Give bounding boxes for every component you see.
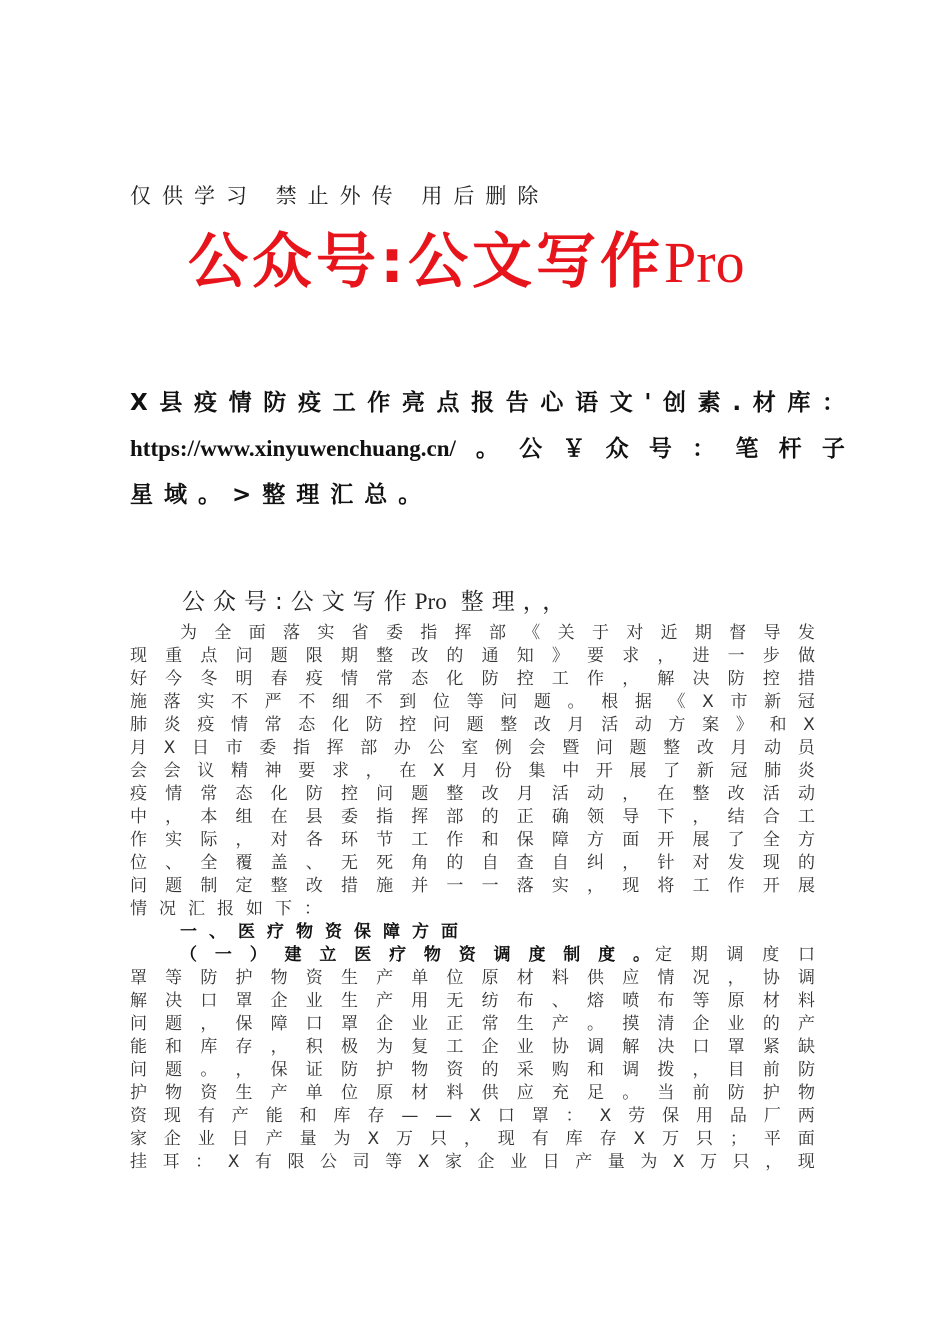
headline-line-3: 星域。>整理汇总。 (130, 482, 433, 508)
body-line: 问 题 。 ， 保 证 防 护 物 资 的 采 购 和 调 拨 ， 目 前 防 (130, 1060, 815, 1080)
headline-url[interactable]: https://www.xinyuwenchuang.cn/ (130, 436, 456, 461)
body-line: 罩 等 防 护 物 资 生 产 单 位 原 材 料 供 应 情 况 ， 协 调 (130, 968, 815, 988)
document-body (130, 622, 815, 1174)
document-headline (130, 380, 845, 518)
body-line: 肺 炎 疫 情 常 态 化 防 控 问 题 整 改 月 活 动 方 案 》 和 X (130, 715, 815, 735)
subtitle-pro: Pro (414, 589, 447, 614)
body-line: 作 实 际 ， 对 各 环 节 工 作 和 保 障 方 面 开 展 了 全 方 (130, 830, 815, 850)
body-line: 家 企 业 日 产 量 为 X 万 只 ， 现 有 库 存 X 万 只 ； 平 面 (130, 1129, 815, 1149)
subsection-text: 定 期 调 度 口 (655, 945, 815, 965)
document-subtitle (182, 583, 573, 616)
section-heading-1: 一、医疗物资保障方面 (180, 922, 470, 942)
body-line: 解 决 口 罩 企 业 生 产 用 无 纺 布 、 熔 喷 布 等 原 材 料 (130, 991, 815, 1011)
body-line: 疫 情 常 态 化 防 控 问 题 整 改 月 活 动 ， 在 整 改 活 动 (130, 784, 815, 804)
usage-notice: 仅供学习 禁止外传 用后删除 (130, 184, 550, 208)
subtitle-prefix: 公众号:公文写作 (182, 589, 415, 615)
body-line: 资 现 有 产 能 和 库 存 — — X 口 罩 ： X 劳 保 用 品 厂 两 (130, 1106, 815, 1126)
body-line: 位 、 全 覆 盖 、 无 死 角 的 自 查 自 纠 ， 针 对 发 现 的 (130, 853, 815, 873)
headline-line-2-rest: 。 公 ￥ 众 号 ： 笔 杆 子 (475, 436, 845, 462)
headline-line-1: X 县 疫 情 防 疫 工 作 亮 点 报 告 心 语 文 ' 创 素 . 材 库 ： (130, 390, 845, 416)
body-line: 问 题 ， 保 障 口 罩 企 业 正 常 生 产 。 摸 清 企 业 的 产 (130, 1014, 815, 1034)
body-line: 月 X 日 市 委 指 挥 部 办 公 室 例 会 暨 问 题 整 改 月 动 员 (130, 738, 815, 758)
body-line: 为 全 面 落 实 省 委 指 挥 部 《 关 于 对 近 期 督 导 发 (180, 623, 815, 643)
body-line: 施 落 实 不 严 不 细 不 到 位 等 问 题 。 根 据 《 X 市 新 冠 (130, 692, 815, 712)
headline-line-2 (130, 426, 845, 472)
subtitle-suffix: 整理，， (460, 589, 574, 615)
brand-banner (188, 224, 745, 301)
body-line: 现 重 点 问 题 限 期 整 改 的 通 知 》 要 求 ， 进 一 步 做 (130, 646, 815, 666)
body-line: 会 会 议 精 神 要 求 ， 在 X 月 份 集 中 开 展 了 新 冠 肺 炎 (130, 761, 815, 781)
brand-chinese: 公众号:公文写作 (188, 227, 664, 297)
body-line-last: 情况汇报如下： (130, 899, 333, 919)
body-line: 能 和 库 存 ， 积 极 为 复 工 企 业 协 调 解 决 口 罩 紧 缺 (130, 1037, 815, 1057)
subsection-heading-1 (130, 944, 815, 967)
body-line: 护 物 资 生 产 单 位 原 材 料 供 应 充 足 。 当 前 防 护 物 (130, 1083, 815, 1103)
subsection-title: （ 一 ） 建 立 医 疗 物 资 调 度 制 度 。 (180, 945, 650, 965)
body-line: 好 今 冬 明 春 疫 情 常 态 化 防 控 工 作 ， 解 决 防 控 措 (130, 669, 815, 689)
body-line: 中 ， 本 组 在 县 委 指 挥 部 的 正 确 领 导 下 ， 结 合 工 (130, 807, 815, 827)
body-line: 问 题 制 定 整 改 措 施 并 一 一 落 实 ， 现 将 工 作 开 展 (130, 876, 815, 896)
body-line: 挂 耳 ： X 有 限 公 司 等 X 家 企 业 日 产 量 为 X 万 只 ， 现 (130, 1152, 815, 1172)
brand-pro: Pro (664, 230, 745, 295)
